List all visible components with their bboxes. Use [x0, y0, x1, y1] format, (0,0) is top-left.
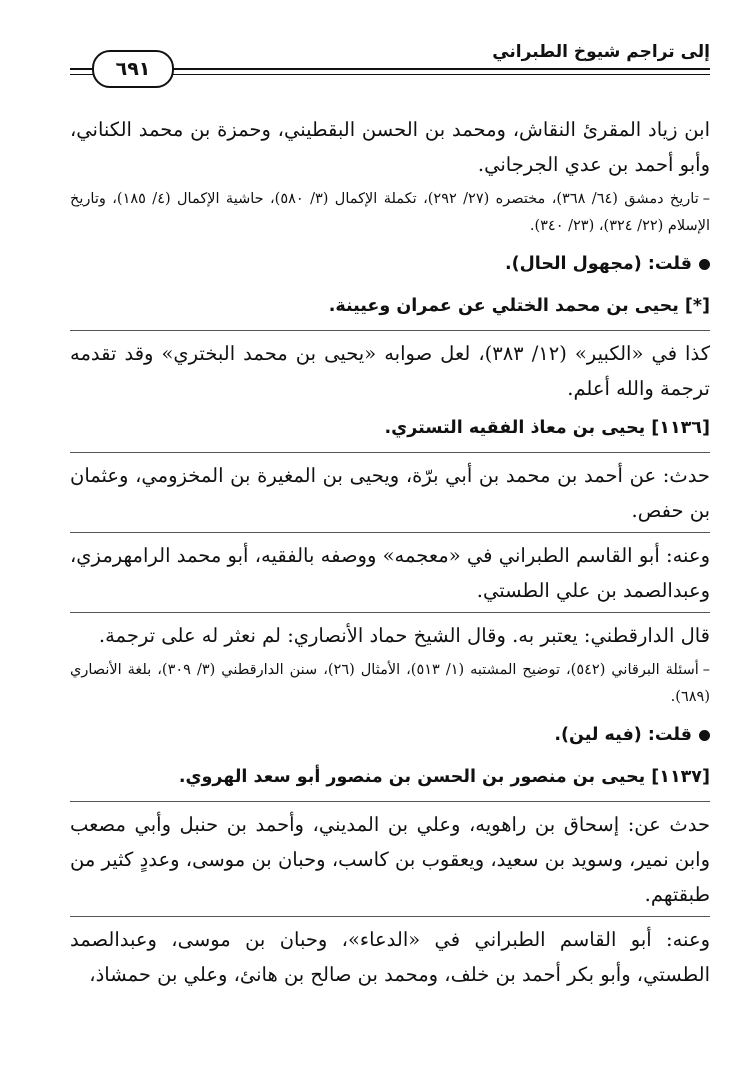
entry-title: يحيى بن منصور بن الحسن بن منصور أبو سعد الهروي. — [178, 767, 646, 787]
divider — [70, 916, 710, 917]
entry-number: [١١٣٦] — [651, 418, 710, 438]
reference-note-text: تاريخ دمشق (٦٤/ ٣٦٨)، مختصره (٢٧/ ٢٩٢)، تكملة الإكمال (٣/ ٥٨٠)، حاشية الإكمال (٤/ ١٨٥)، وتاريخ الإسلام (٢٢/ ٣٢٤)، (٢٣/ ٣٤٠). — [70, 191, 710, 234]
verdict-line — [70, 246, 710, 282]
paragraph: وعنه: أبو القاسم الطبراني في «الدعاء»، وحبان بن موسى، وعبدالصمد الطستي، وأبو بكر أحمد بن خلف، ومحمد بن صالح بن هانئ، وعلي بن حمشاذ، — [70, 928, 710, 986]
entry-number: [*] — [684, 296, 710, 316]
entry-heading — [70, 288, 710, 324]
page-number-badge: ٦٩١ — [92, 50, 174, 88]
running-title: إلى تراجم شيوخ الطبراني — [492, 42, 710, 62]
paragraph: قال الدارقطني: يعتبر به. وقال الشيخ حماد الأنصاري: لم نعثر له على ترجمة. — [98, 624, 710, 647]
divider — [70, 612, 710, 613]
reference-note-text: أسئلة البرقاني (٥٤٢)، توضيح المشتبه (١/ ٥١٣)، الأمثال (٢٦)، سنن الدارقطني (٣/ ٣٠٩)، بلغة الأنصاري (٦٨٩). — [70, 662, 710, 705]
paragraph: كذا في «الكبير» (١٢/ ٣٨٣)، لعل صوابه «يحيى بن محمد البختري» وقد تقدمه ترجمة والله أعلم. — [70, 342, 710, 400]
paragraph: ابن زياد المقرئ النقاش، ومحمد بن الحسن البقطيني، وحمزة بن محمد الكناني، وأبو أحمد بن عدي الجرجاني. — [70, 118, 710, 176]
page-header — [70, 36, 710, 88]
bullet-dot-icon — [699, 259, 710, 270]
bullet-dot-icon — [699, 730, 710, 741]
reference-note — [70, 657, 710, 711]
entry-title: يحيى بن معاذ الفقيه التستري. — [384, 418, 646, 438]
divider — [70, 330, 710, 331]
entry-number: [١١٣٧] — [651, 767, 710, 787]
paragraph: وعنه: أبو القاسم الطبراني في «معجمه» ووصفه بالفقيه، أبو محمد الرامهرمزي، وعبدالصمد بن علي الطستي. — [70, 544, 710, 602]
page-body — [70, 112, 710, 996]
paragraph: حدث: عن أحمد بن محمد بن أبي برّة، ويحيى بن المغيرة بن المخزومي، وعثمان بن حفص. — [70, 464, 710, 522]
entry-title: يحيى بن محمد الختلي عن عمران وعيينة. — [328, 296, 679, 316]
divider — [70, 532, 710, 533]
divider — [70, 801, 710, 802]
paragraph: حدث عن: إسحاق بن راهويه، وعلي بن المديني، وأحمد بن حنبل وأبي مصعب وابن نمير، وسويد بن سعيد، ويعقوب بن كاسب، وحبان بن موسى، وعددٍ كثير من طبقتهم. — [70, 813, 710, 906]
entry-heading — [70, 759, 710, 795]
verdict-text: قلت: (مجهول الحال). — [504, 254, 692, 274]
verdict-line — [70, 717, 710, 753]
reference-note — [70, 186, 710, 240]
divider — [70, 452, 710, 453]
note-dash: – — [702, 662, 710, 678]
verdict-text: قلت: (فيه لين). — [554, 725, 692, 745]
note-dash: – — [702, 191, 711, 207]
entry-heading — [70, 410, 710, 446]
